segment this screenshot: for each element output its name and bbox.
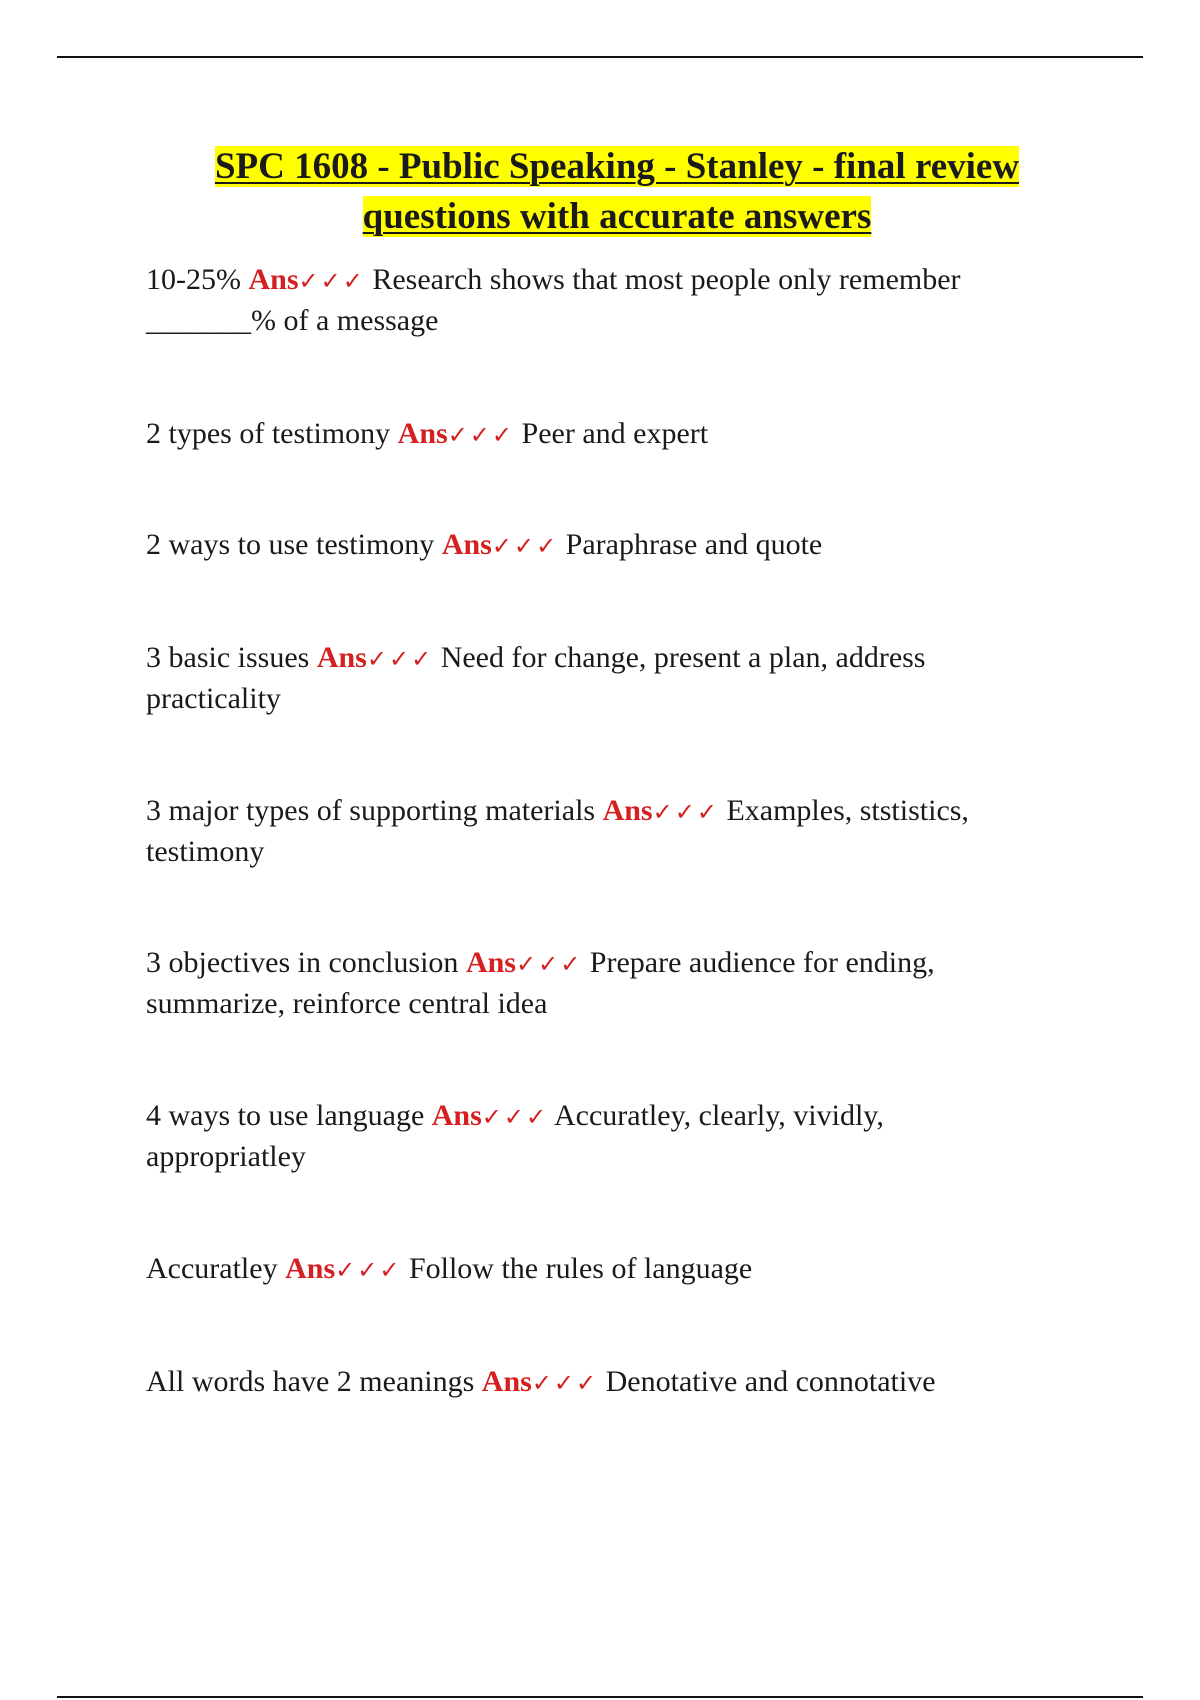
checkmarks-icon: ✓✓✓ [366,645,434,673]
checkmarks-icon: ✓✓✓ [515,950,583,978]
qa-term: 3 objectives in conclusion [146,946,459,979]
qa-answer: Accuratley, clearly, vividly, appropriatley [146,1099,884,1173]
top-rule [57,56,1143,58]
qa-term: 2 ways to use testimony [146,528,435,561]
title-line-2: questions with accurate answers [362,196,872,237]
bottom-rule [57,1696,1143,1698]
qa-item [146,943,1046,1024]
qa-item [146,414,1046,455]
qa-item [146,791,1046,872]
qa-answer: Prepare audience for ending, summarize, reinforce central idea [146,946,935,1020]
qa-term: 3 major types of supporting materials [146,794,596,827]
checkmarks-icon: ✓✓✓ [447,421,515,449]
qa-answer: Paraphrase and quote [565,528,823,561]
qa-term: 2 types of testimony [146,417,391,450]
qa-item [146,260,1046,341]
qa-term: 3 basic issues [146,641,310,674]
checkmarks-icon: ✓✓✓ [481,1103,549,1131]
ans-marker: Ans✓✓✓ [397,417,515,450]
ans-marker: Ans✓✓✓ [285,1252,402,1285]
qa-term: 4 ways to use language [146,1099,425,1132]
qa-item [146,638,1046,719]
checkmarks-icon: ✓✓✓ [335,1256,402,1284]
checkmarks-icon: ✓✓✓ [652,798,719,826]
qa-answer: Need for change, present a plan, address practicality [146,641,926,715]
ans-marker: Ans✓✓✓ [441,528,559,561]
qa-answer: Research shows that most people only remember _______% of a message [146,263,961,337]
checkmarks-icon: ✓✓✓ [491,532,559,560]
ans-marker: Ans✓✓✓ [465,946,583,979]
qa-answer: Denotative and connotative [605,1365,936,1398]
qa-item [146,1096,1046,1177]
qa-item [146,1362,1046,1403]
qa-item [146,1249,1046,1290]
document-title [0,142,1200,242]
qa-answer: Peer and expert [521,417,709,450]
qa-term: Accuratley [146,1252,278,1285]
checkmarks-icon: ✓✓✓ [298,267,365,295]
title-line-1: SPC 1608 - Public Speaking - Stanley - final review [214,146,1020,187]
qa-answer: Follow the rules of language [408,1252,753,1285]
ans-marker: Ans✓✓✓ [316,641,434,674]
ans-marker: Ans✓✓✓ [481,1365,599,1398]
qa-item [146,525,1046,566]
ans-marker: Ans✓✓✓ [602,794,719,827]
ans-marker: Ans✓✓✓ [431,1099,549,1132]
ans-marker: Ans✓✓✓ [248,263,365,296]
qa-term: 10-25% [146,263,241,296]
qa-answer: Examples, ststistics, testimony [146,794,969,868]
qa-term: All words have 2 meanings [146,1365,475,1398]
checkmarks-icon: ✓✓✓ [531,1369,599,1397]
